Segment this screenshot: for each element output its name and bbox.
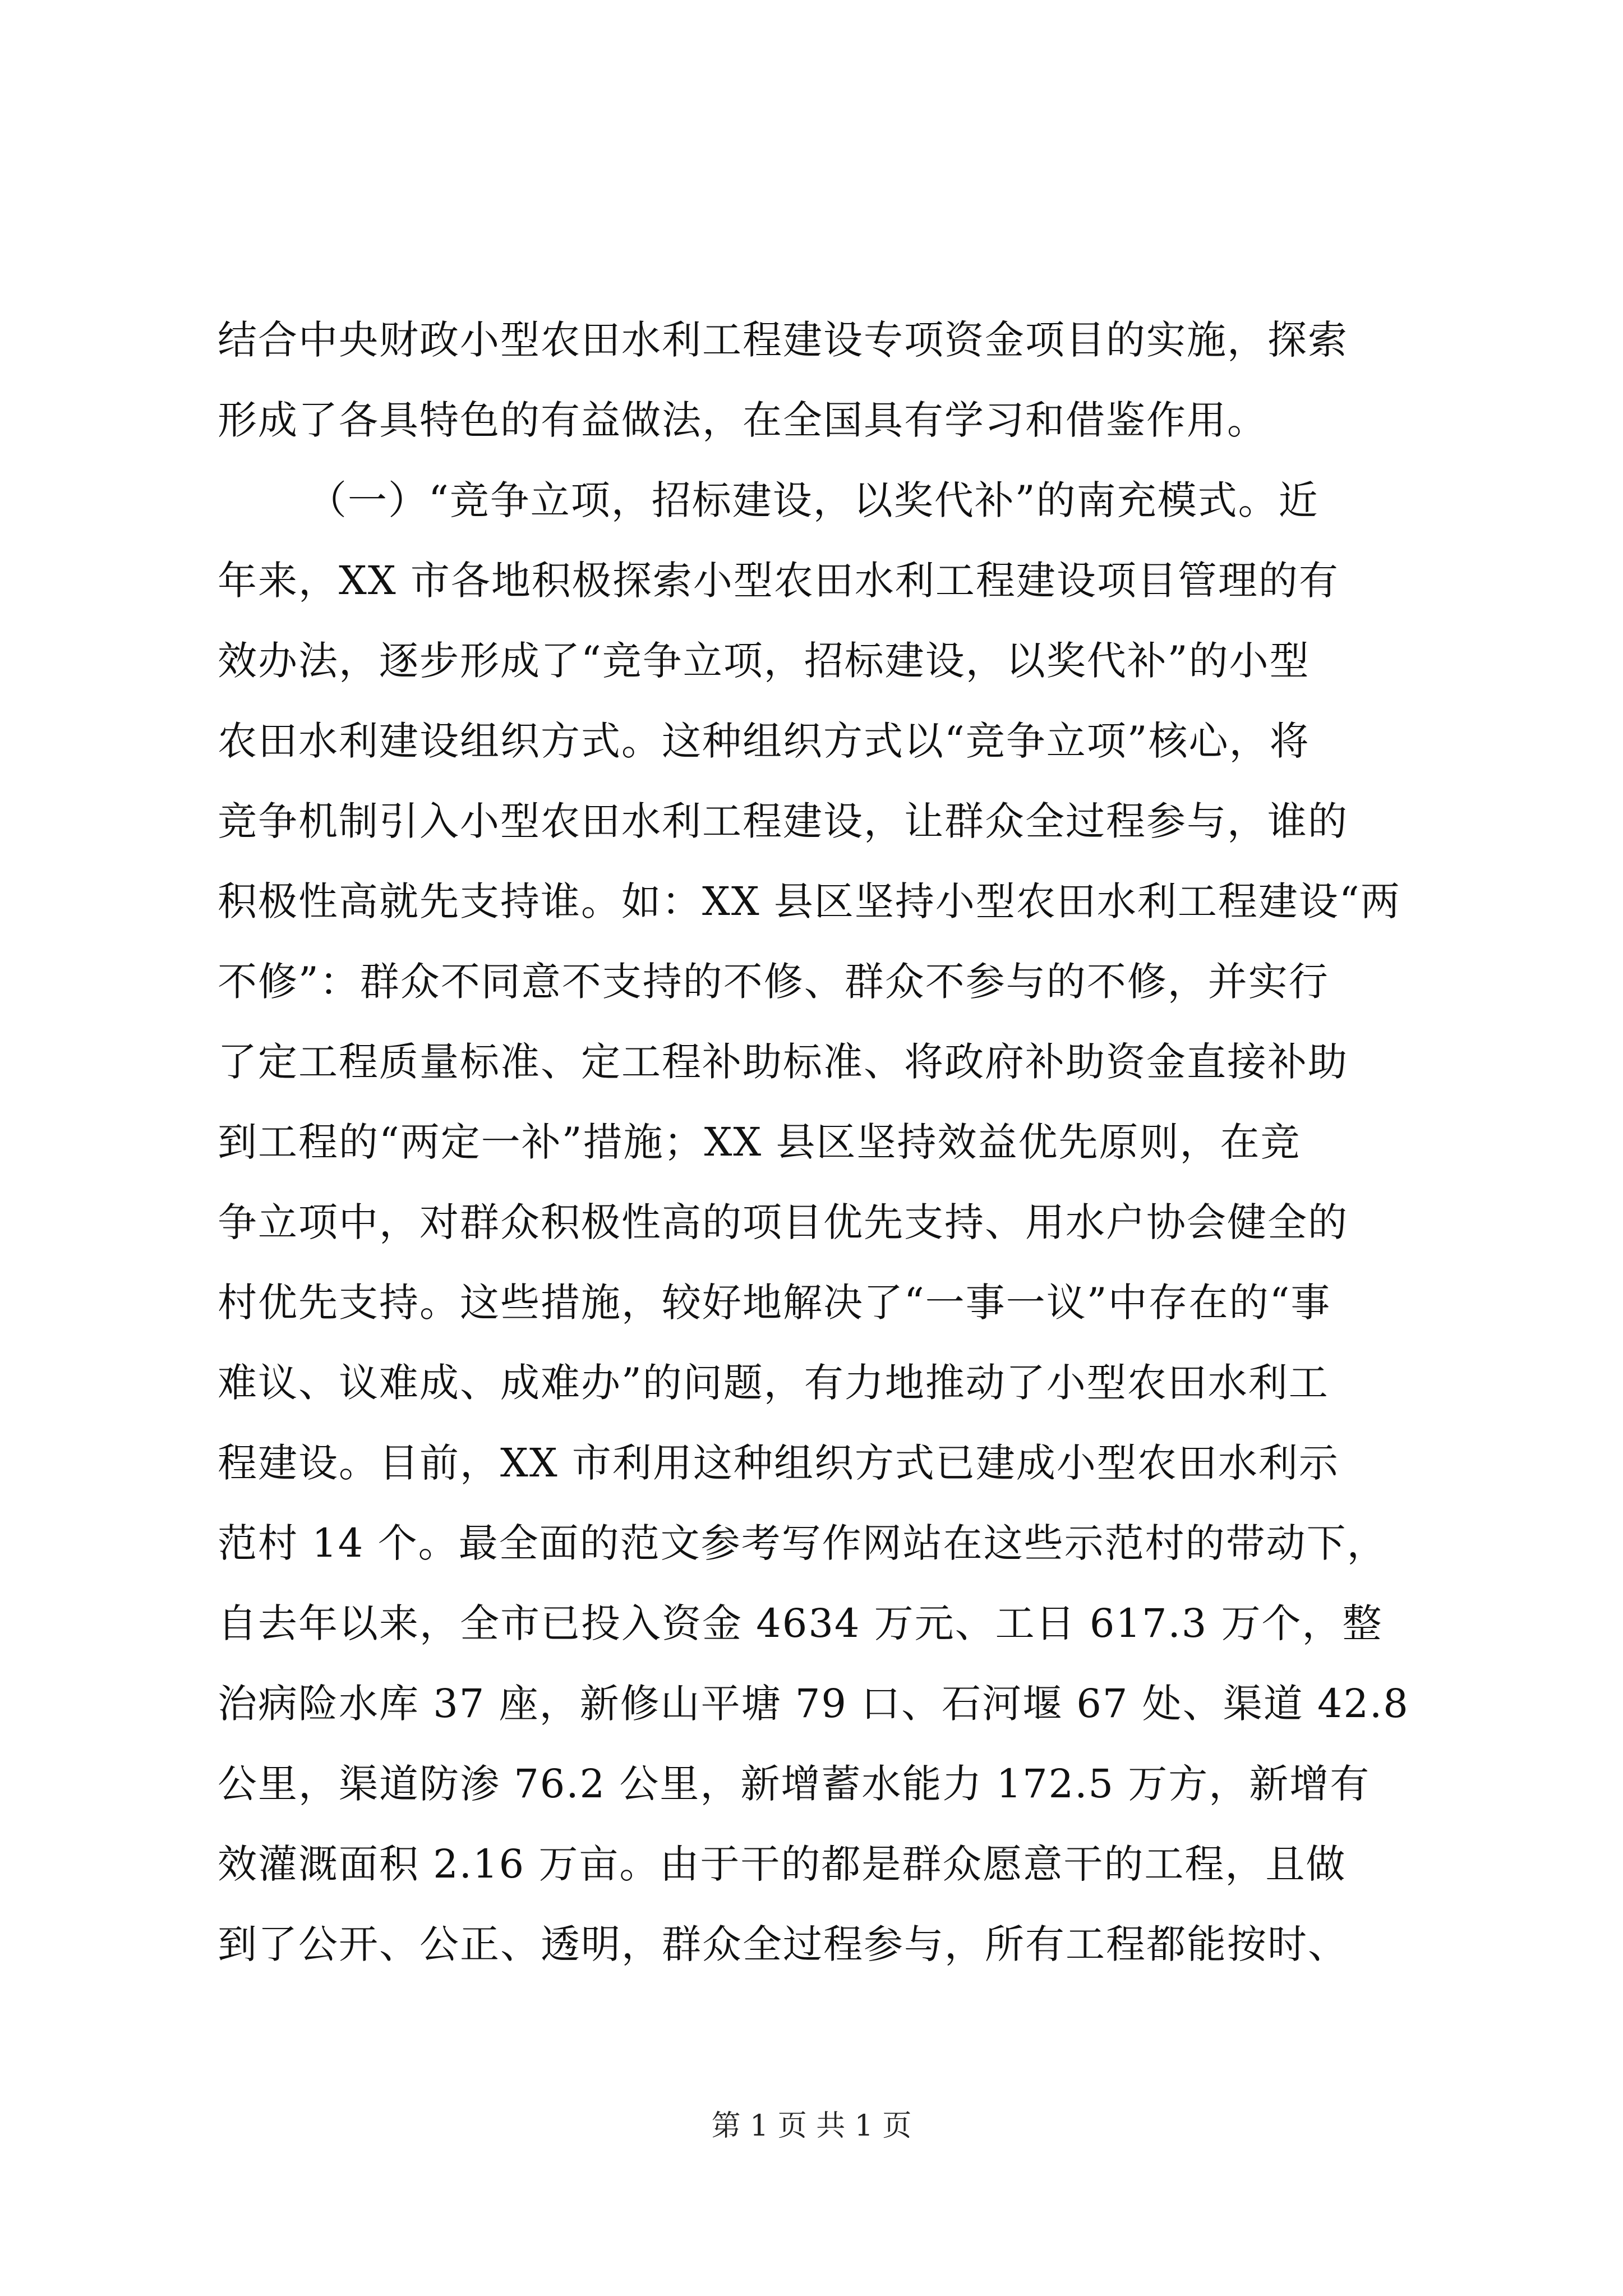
text-line: 效灌溉面积 2.16 万亩。由于干的都是群众愿意干的工程，且做 [218,1841,1347,1887]
text-line: 治病险水库 37 座，新修山平塘 79 口、石河堰 67 处、渠道 42.8 [218,1681,1409,1727]
text-line: 难议、议难成、成难办”的问题，有力地推动了小型农田水利工 [218,1360,1329,1406]
text-line: 了定工程质量标准、定工程补助标准、将政府补助资金直接补助 [218,1039,1348,1085]
page-footer: 第 1 页 共 1 页 [711,2109,912,2143]
document-body [218,300,1429,1985]
text-line: 形成了各具特色的有益做法，在全国具有学习和借鉴作用。 [218,397,1267,443]
text-line: 农田水利建设组织方式。这种组织方式以“竞争立项”核心，将 [218,718,1310,764]
text-line: 效办法，逐步形成了“竞争立项，招标建设，以奖代补”的小型 [218,638,1310,684]
text-line: 积极性高就先支持谁。如：XX 县区坚持小型农田水利工程建设“两 [218,878,1401,924]
text-line: 结合中央财政小型农田水利工程建设专项资金项目的实施，探索 [218,317,1348,363]
text-line: 到了公开、公正、透明，群众全过程参与，所有工程都能按时、 [218,1921,1348,1967]
text-line: 到工程的“两定一补”措施；XX 县区坚持效益优先原则，在竞 [218,1119,1301,1165]
text-line: 村优先支持。这些措施，较好地解决了“一事一议”中存在的“事 [218,1280,1331,1326]
text-line: 年来，XX 市各地积极探索小型农田水利工程建设项目管理的有 [218,558,1339,604]
text-line: 不修”：群众不同意不支持的不修、群众不参与的不修，并实行 [218,959,1329,1005]
text-line: 公里，渠道防渗 76.2 公里，新增蓄水能力 172.5 万方，新增有 [218,1761,1371,1807]
text-line: 程建设。目前，XX 市利用这种组织方式已建成小型农田水利示 [218,1440,1339,1486]
text-line: 竞争机制引入小型农田水利工程建设，让群众全过程参与，谁的 [218,798,1348,844]
text-line: （一）“竞争立项，招标建设，以奖代补”的南充模式。近 [307,477,1319,523]
text-line: 范村 14 个。最全面的范文参考写作网站在这些示范村的带动下， [218,1520,1387,1566]
text-line: 自去年以来，全市已投入资金 4634 万元、工日 617.3 万个，整 [218,1600,1383,1646]
text-line: 争立项中，对群众积极性高的项目优先支持、用水户协会健全的 [218,1199,1348,1245]
